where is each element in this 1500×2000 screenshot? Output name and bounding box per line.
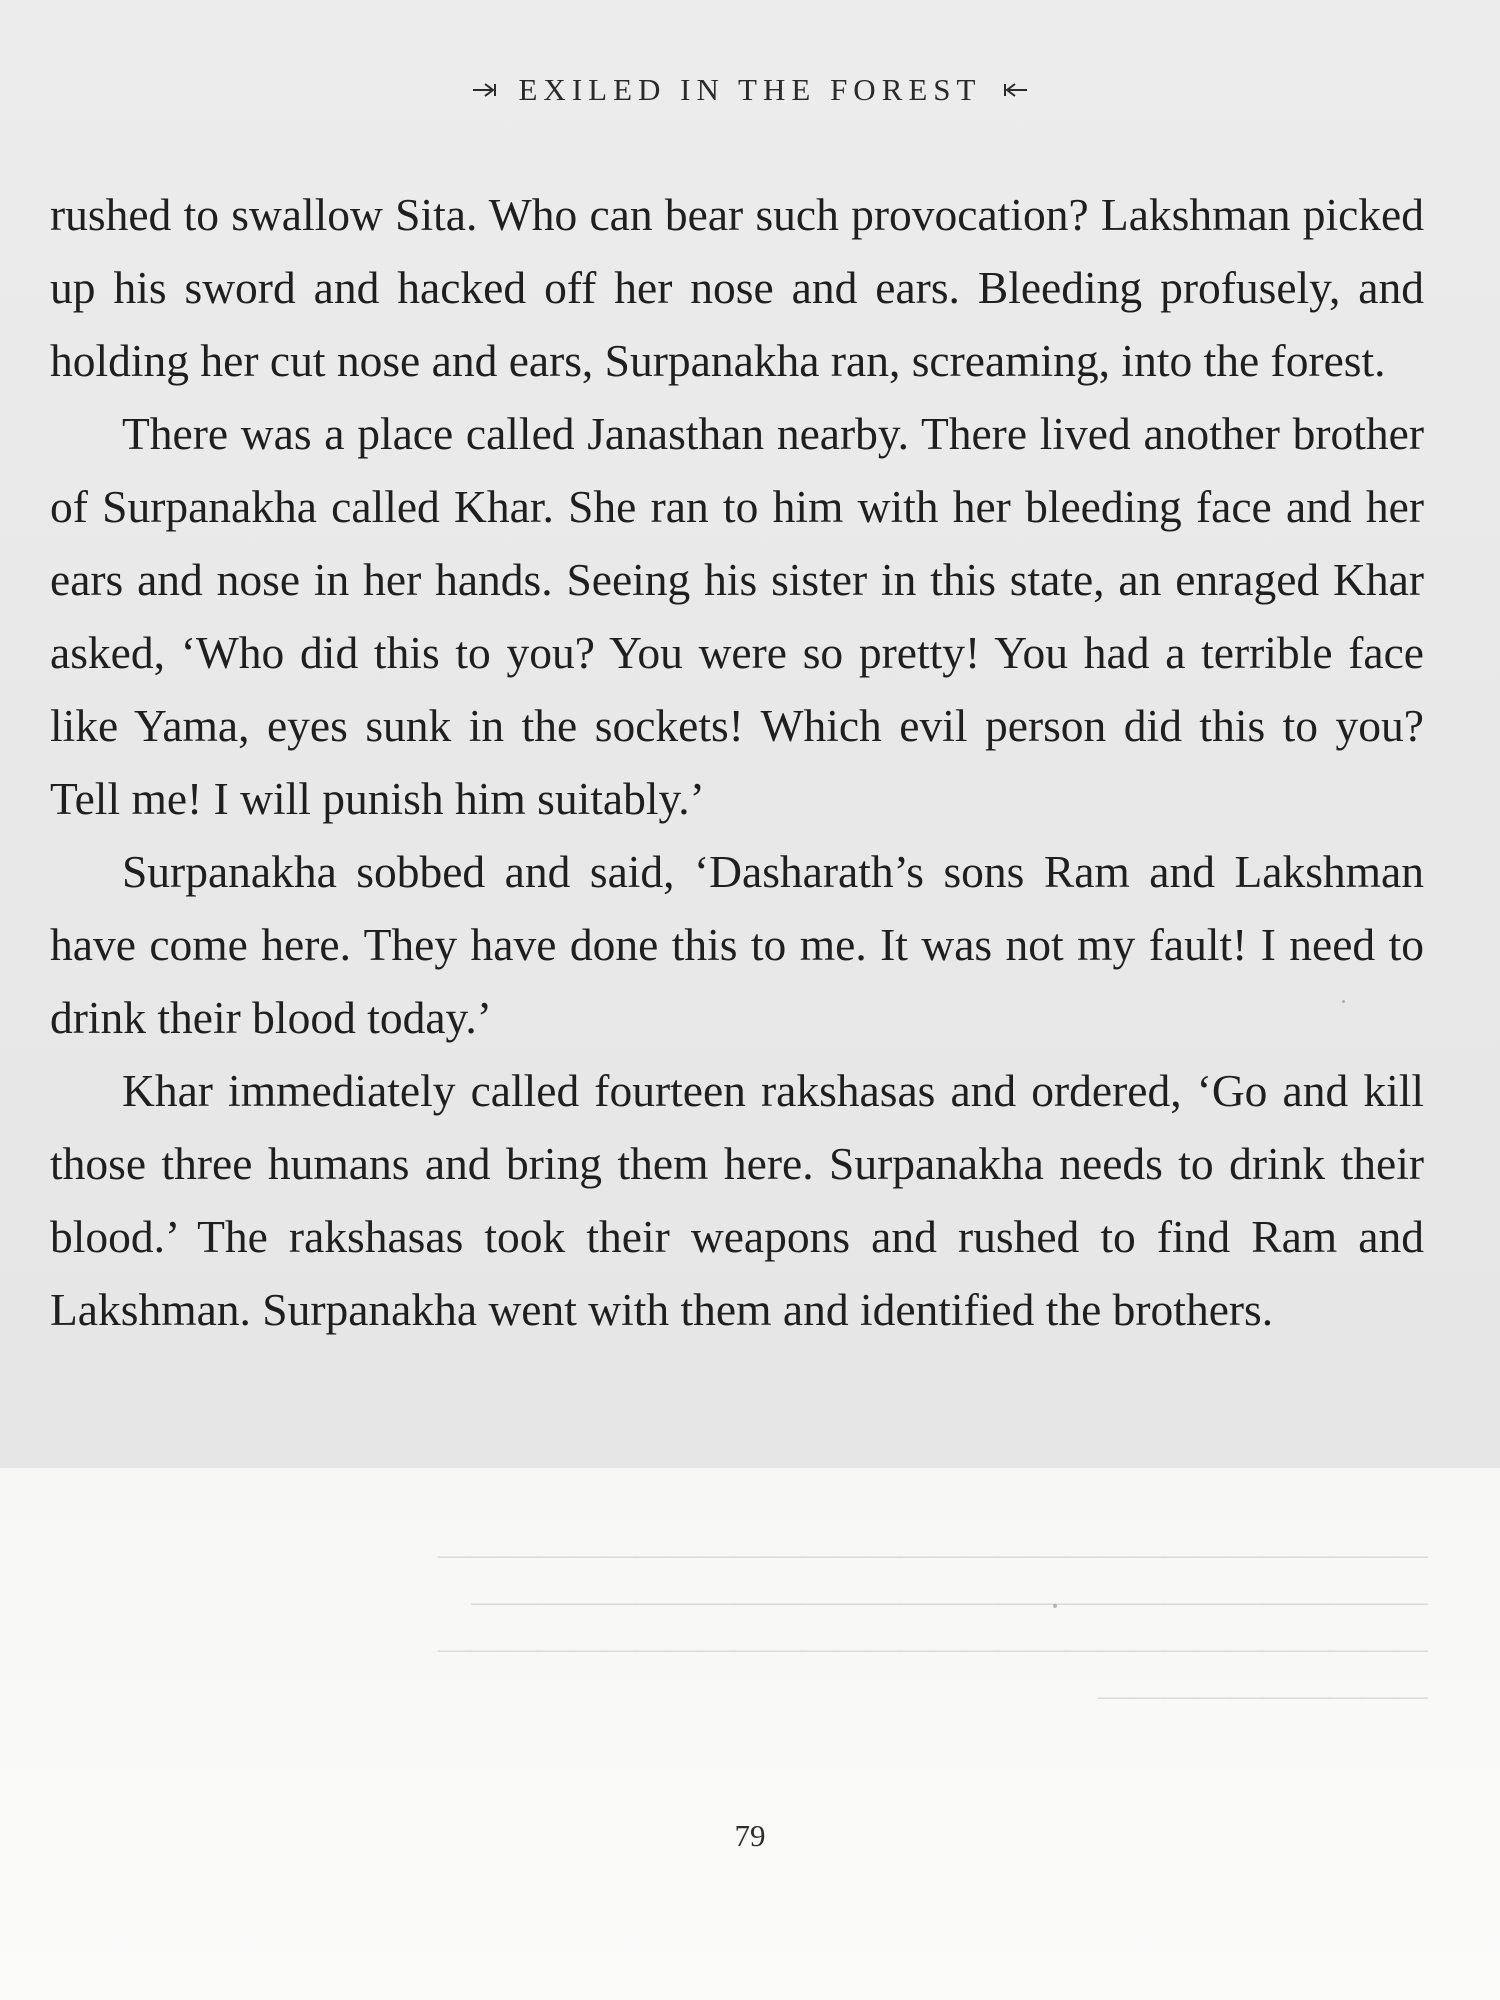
paragraph: rushed to swallow Sita. Who can bear such provocation? Lakshman picked up his sword and hacked off her nose and ears. Bleeding profusely, and holding her cut nose and ears, Surpanakha ran, screaming, into the forest.	[50, 189, 1424, 386]
arrow-ornament-icon	[999, 80, 1029, 100]
paper-speck	[1053, 1604, 1057, 1608]
page-number: 79	[734, 1818, 766, 1853]
paragraph: Khar immediately called fourteen rakshasas and ordered, ‘Go and kill those three humans and bring them here. Surpanakha needs to drink their blood.’ The rakshasas took their weapons and rushed to find Ram and Lakshman. Surpanakha went with them and identified the brothers.	[50, 1065, 1424, 1335]
paragraph: Surpanakha sobbed and said, ‘Dasharath’s sons Ram and Lakshman have come here. They have done this to me. It was not my fault! I need to drink their blood today.’	[50, 846, 1424, 1043]
paragraph: There was a place called Janasthan nearby. There lived another brother of Surpanakha called Khar. She ran to him with her bleeding face and her ears and nose in her hands. Seeing his sister in this state, an enraged Khar asked, ‘Who did this to you? You were so pretty! You had a terrible face like Yama, eyes sunk in the sockets! Which evil person did this to you? Tell me! I will punish him suitably.’	[50, 408, 1424, 824]
paper-background-lower	[0, 1468, 1500, 2000]
running-head	[0, 68, 1500, 112]
arrow-ornament-icon	[471, 80, 501, 100]
running-head-title: EXILED IN THE FOREST	[518, 72, 982, 107]
body-text	[50, 178, 1424, 1346]
